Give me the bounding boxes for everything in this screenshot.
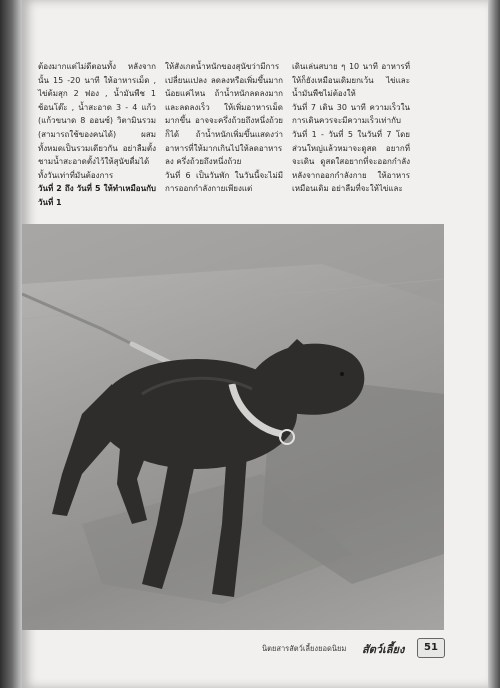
dog-photo (22, 224, 444, 630)
day-paragraph: วันที่ 6 เป็นวันพัก ในวันนี้จะไม่มีการออกกำลังกายเพียงแต่ (165, 170, 283, 194)
magazine-logo: สัตว์เลี้ยง (362, 643, 405, 656)
paragraph: ให้สังเกตน้ำหนักของสุนัขว่ามีการเปลี่ยนแปลง ลดลงหรือเพิ่มขึ้นมากน้อยแค่ไหน ถ้าน้ำหนักลดลงมากและลดลงเร็ว ให้เพิ่มอาหารเม็ดมากขึ้น อาจจะครึ่งถ้วยถึงหนึ่งถ้วยก็ได้ ถ้าน้ำหนักเพิ่มขึ้นแสดงว่าอาหารที่ให้มากเกินไปให้ลดอาหารลง ครึ่งถ้วยถึงหนึ่งถ้วย (165, 62, 283, 167)
page-footer (22, 636, 488, 662)
text-column-2 (165, 60, 283, 196)
text-column-3 (292, 60, 410, 196)
paragraph: ต้องมากแต่ไม่ดีตอนทั้ง หลังจากนั้น 15 -20 นาที ให้อาหารเม็ด , ไข่ต้มสุก 2 ฟอง , น้ำมันพืช 1 ช้อนโต๊ะ , น้ำสะอาด 3 - 4 แก้ว (แก้วขนาด 8 ออนซ์) วิตามินรวม (สามารถใช้ของคนได้) ผสมทั้งหมดเป็นรวมเดียวกัน อย่าลืมตั้งชามน้ำสะอาดตั้งไว้ให้สุนัขดื่มได้ทั้งวันเท่าที่มันต้องการ (38, 62, 156, 180)
footer-magazine-text: นิตยสารสัตว์เลี้ยงยอดนิยม (262, 644, 347, 653)
day-heading: วันที่ 2 ถึง วันที่ 5 ให้ทำเหมือนกับวันที่ 1 (38, 184, 156, 207)
dog-illustration (22, 224, 444, 630)
paragraph: เดินเล่นสบาย ๆ 10 นาที อาหารที่ให้ก็ยังเหมือนเดิมยกเว้น ไข่และน้ำมันพืชไม่ต้องให้ (292, 62, 410, 99)
page-edge-shadow (488, 0, 500, 688)
text-column-1 (38, 60, 156, 210)
page-number: 51 (417, 638, 445, 658)
day-paragraph (38, 182, 156, 209)
day-paragraph: วันที่ 7 เดิน 30 นาที ความเร็วในการเดินควรจะมีความเร็วเท่ากับวันที่ 1 - วันที่ 5 ในวันที่ 7 โดยส่วนใหญ่แล้วหมาจะดูสด อยากที่จะเดิน ดูสดใสอยากที่จะออกกำลังหลังจากออกกำลังกาย ให้อาหารเหมือนเดิม อย่าลืมที่จะให้ไข่และ (292, 102, 410, 194)
